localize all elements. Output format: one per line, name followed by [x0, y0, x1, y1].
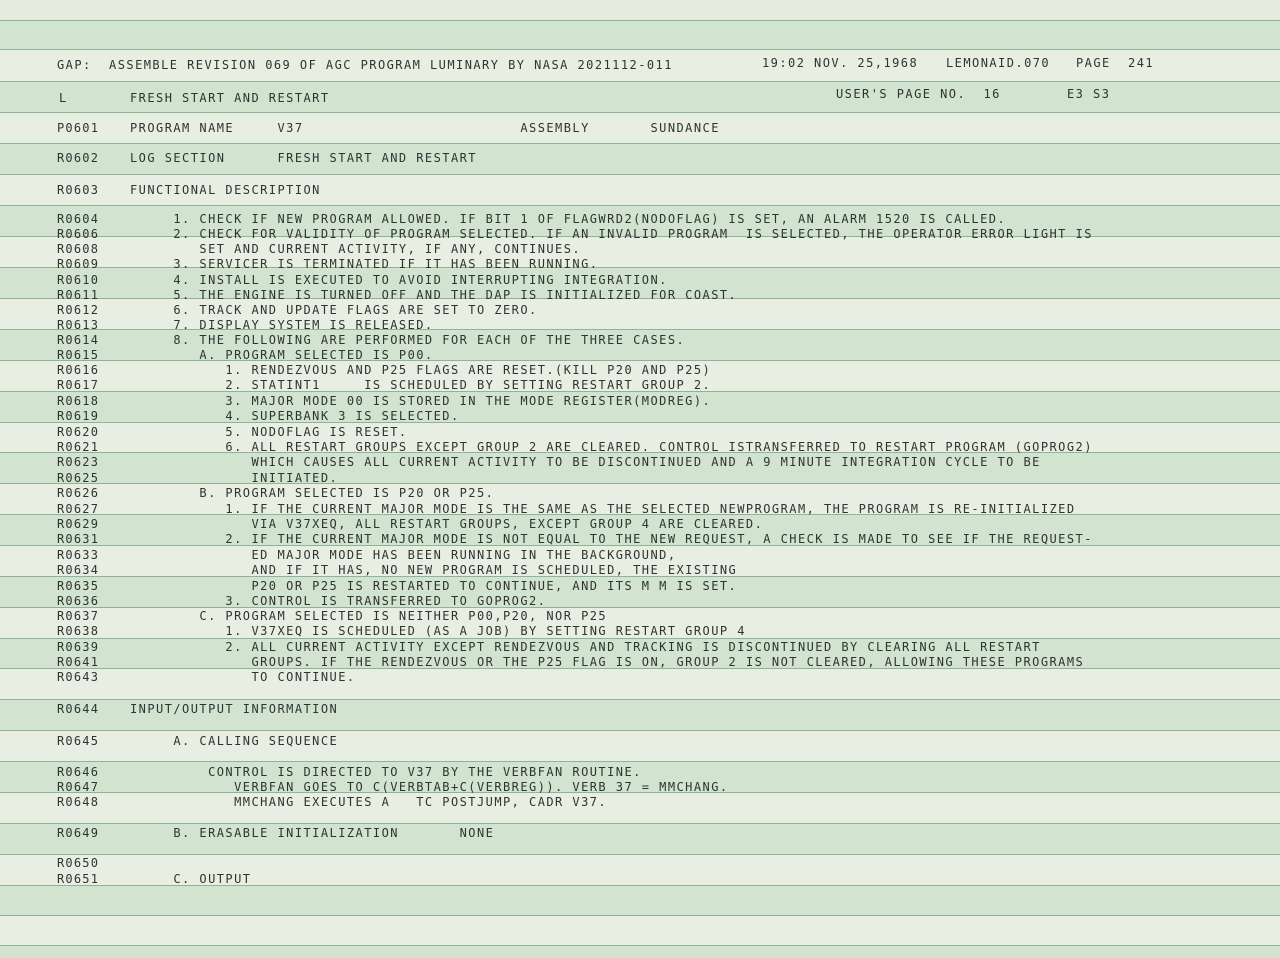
line-text: INPUT/OUTPUT INFORMATION: [130, 702, 339, 716]
line-text: FUNCTIONAL DESCRIPTION: [130, 183, 321, 197]
band-rule: [0, 854, 1280, 855]
line-label: R0644: [57, 702, 100, 716]
band-rule: [0, 205, 1280, 206]
line-text: 1. IF THE CURRENT MAJOR MODE IS THE SAME AS THE SELECTED NEWPROGRAM, THE PROGRAM IS RE-INITIALIZED: [130, 502, 1076, 516]
line-label: R0614: [57, 333, 100, 347]
line-text: P20 OR P25 IS RESTARTED TO CONTINUE, AND ITS M M IS SET.: [130, 579, 738, 593]
line-text: MMCHANG EXECUTES A TC POSTJUMP, CADR V37.: [130, 795, 608, 809]
band-rule: [0, 112, 1280, 113]
line-label: R0636: [57, 594, 100, 608]
line-text: 5. NODOFLAG IS RESET.: [130, 425, 408, 439]
band-rule: [0, 174, 1280, 175]
users-page-number: USER'S PAGE NO. 16: [836, 87, 1001, 101]
band-rule: [0, 143, 1280, 144]
paper-band: [0, 915, 1280, 945]
line-text: ED MAJOR MODE HAS BEEN RUNNING IN THE BACKGROUND,: [130, 548, 677, 562]
line-label: R0646: [57, 765, 100, 779]
line-text: A. PROGRAM SELECTED IS P00.: [130, 348, 434, 362]
line-text: INITIATED.: [130, 471, 339, 485]
sheet-code: E3 S3: [1067, 87, 1111, 101]
band-rule: [0, 915, 1280, 916]
line-text: 3. SERVICER IS TERMINATED IF IT HAS BEEN RUNNING.: [130, 257, 599, 271]
line-label: R0651: [57, 872, 100, 886]
band-rule: [0, 823, 1280, 824]
band-rule: [0, 699, 1280, 700]
line-text: AND IF IT HAS, NO NEW PROGRAM IS SCHEDULED, THE EXISTING: [130, 563, 738, 577]
line-text: GROUPS. IF THE RENDEZVOUS OR THE P25 FLAG IS ON, GROUP 2 IS NOT CLEARED, ALLOWING THESE PROGRAMS: [130, 655, 1085, 669]
line-label: R0618: [57, 394, 100, 408]
line-label: R0638: [57, 624, 100, 638]
line-label: R0620: [57, 425, 100, 439]
line-label: R0643: [57, 670, 100, 684]
band-rule: [0, 945, 1280, 946]
band-rule: [0, 761, 1280, 762]
line-text: 2. ALL CURRENT ACTIVITY EXCEPT RENDEZVOUS AND TRACKING IS DISCONTINUED BY CLEARING ALL RESTART: [130, 640, 1041, 654]
line-text: SET AND CURRENT ACTIVITY, IF ANY, CONTINUES.: [130, 242, 582, 256]
line-label: R0604: [57, 212, 100, 226]
line-label: R0616: [57, 363, 100, 377]
line-text: PROGRAM NAME V37 ASSEMBLY SUNDANCE: [130, 121, 720, 135]
line-label: R0629: [57, 517, 100, 531]
band-rule: [0, 81, 1280, 82]
line-text: WHICH CAUSES ALL CURRENT ACTIVITY TO BE DISCONTINUED AND A 9 MINUTE INTEGRATION CYCLE TO BE: [130, 455, 1041, 469]
band-rule: [0, 49, 1280, 50]
line-text: 2. CHECK FOR VALIDITY OF PROGRAM SELECTED. IF AN INVALID PROGRAM IS SELECTED, THE OPERATOR ERROR LIGHT IS: [130, 227, 1093, 241]
line-text: 2. IF THE CURRENT MAJOR MODE IS NOT EQUAL TO THE NEW REQUEST, A CHECK IS MADE TO SEE IF THE REQUEST-: [130, 532, 1093, 546]
line-text: C. OUTPUT: [130, 872, 252, 886]
line-label: R0639: [57, 640, 100, 654]
line-label: R0602: [57, 151, 100, 165]
line-label: R0650: [57, 856, 100, 870]
assembly-header: GAP: ASSEMBLE REVISION 069 OF AGC PROGRAM LUMINARY BY NASA 2021112-011: [57, 58, 673, 72]
line-label: R0645: [57, 734, 100, 748]
line-label: R0619: [57, 409, 100, 423]
line-text: 7. DISPLAY SYSTEM IS RELEASED.: [130, 318, 434, 332]
line-label: R0625: [57, 471, 100, 485]
line-text: 6. TRACK AND UPDATE FLAGS ARE SET TO ZERO.: [130, 303, 538, 317]
line-text: 1. CHECK IF NEW PROGRAM ALLOWED. IF BIT 1 OF FLAGWRD2(NODOFLAG) IS SET, AN ALARM 1520 IS CALLED.: [130, 212, 1007, 226]
source-file: LEMONAID.070: [946, 56, 1051, 70]
line-text: 8. THE FOLLOWING ARE PERFORMED FOR EACH OF THE THREE CASES.: [130, 333, 686, 347]
line-label: R0623: [57, 455, 100, 469]
line-text: 1. RENDEZVOUS AND P25 FLAGS ARE RESET.(KILL P20 AND P25): [130, 363, 712, 377]
line-label: R0641: [57, 655, 100, 669]
line-label: R0637: [57, 609, 100, 623]
line-label: R0608: [57, 242, 100, 256]
section-title: FRESH START AND RESTART: [130, 91, 330, 105]
timestamp: 19:02 NOV. 25,1968: [762, 56, 919, 70]
line-label: R0610: [57, 273, 100, 287]
line-label: R0649: [57, 826, 100, 840]
line-text: VERBFAN GOES TO C(VERBTAB+C(VERBREG)). VERB 37 = MMCHANG.: [130, 780, 729, 794]
line-label: R0633: [57, 548, 100, 562]
line-label: R0609: [57, 257, 100, 271]
line-text: 1. V37XEQ IS SCHEDULED (AS A JOB) BY SETTING RESTART GROUP 4: [130, 624, 746, 638]
band-rule: [0, 20, 1280, 21]
line-text: 4. INSTALL IS EXECUTED TO AVOID INTERRUPTING INTEGRATION.: [130, 273, 668, 287]
line-label: R0613: [57, 318, 100, 332]
line-label: R0612: [57, 303, 100, 317]
line-label: R0635: [57, 579, 100, 593]
paper-band: [0, 885, 1280, 915]
line-text: B. ERASABLE INITIALIZATION NONE: [130, 826, 495, 840]
line-text: 4. SUPERBANK 3 IS SELECTED.: [130, 409, 460, 423]
line-label: R0615: [57, 348, 100, 362]
band-rule: [0, 730, 1280, 731]
line-text: 6. ALL RESTART GROUPS EXCEPT GROUP 2 ARE CLEARED. CONTROL ISTRANSFERRED TO RESTART PROGRAM (GOPROG2): [130, 440, 1093, 454]
band-rule: [0, 638, 1280, 639]
line-text: 5. THE ENGINE IS TURNED OFF AND THE DAP IS INITIALIZED FOR COAST.: [130, 288, 738, 302]
line-label: R0626: [57, 486, 100, 500]
page-number: PAGE 241: [1076, 56, 1155, 70]
line-text: CONTROL IS DIRECTED TO V37 BY THE VERBFAN ROUTINE.: [130, 765, 642, 779]
line-label: R0634: [57, 563, 100, 577]
line-label: R0648: [57, 795, 100, 809]
paper-band: [0, 945, 1280, 958]
line-label: R0631: [57, 532, 100, 546]
line-text: LOG SECTION FRESH START AND RESTART: [130, 151, 477, 165]
line-text: B. PROGRAM SELECTED IS P20 OR P25.: [130, 486, 495, 500]
line-label: R0617: [57, 378, 100, 392]
line-label: R0621: [57, 440, 100, 454]
line-text: VIA V37XEQ, ALL RESTART GROUPS, EXCEPT GROUP 4 ARE CLEARED.: [130, 517, 764, 531]
line-text: 2. STATINT1 IS SCHEDULED BY SETTING RESTART GROUP 2.: [130, 378, 712, 392]
line-label: P0601: [57, 121, 100, 135]
line-text: TO CONTINUE.: [130, 670, 356, 684]
paper-band: [0, 20, 1280, 49]
line-text: A. CALLING SEQUENCE: [130, 734, 339, 748]
line-text: C. PROGRAM SELECTED IS NEITHER P00,P20, NOR P25: [130, 609, 608, 623]
line-text: 3. CONTROL IS TRANSFERRED TO GOPROG2.: [130, 594, 547, 608]
section-marker: L: [59, 91, 68, 105]
line-label: R0606: [57, 227, 100, 241]
line-label: R0627: [57, 502, 100, 516]
line-text: 3. MAJOR MODE 00 IS STORED IN THE MODE REGISTER(MODREG).: [130, 394, 712, 408]
line-label: R0647: [57, 780, 100, 794]
line-label: R0611: [57, 288, 100, 302]
line-label: R0603: [57, 183, 100, 197]
